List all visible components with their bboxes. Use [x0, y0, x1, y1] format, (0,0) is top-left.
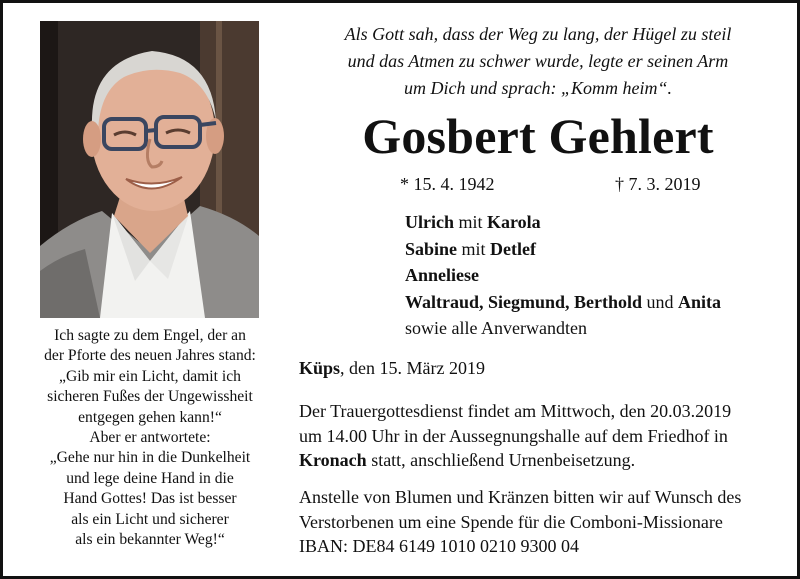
mourner-line — [405, 236, 721, 263]
poem-line: „Gib mir ein Licht, damit ich — [59, 367, 241, 385]
poem-line: als ein bekannter Weg!“ — [75, 531, 225, 549]
donation-line: Verstorbenen um eine Spende für die Comboni-Missionare — [299, 511, 723, 532]
conjunction: mit — [457, 238, 491, 259]
poem-line: entgegen gehen kann!“ — [78, 408, 222, 426]
service-info — [299, 399, 731, 473]
mourner-line — [405, 262, 721, 289]
deceased-name: Gosbert Gehlert — [362, 108, 714, 164]
dateline — [299, 356, 485, 380]
poem — [25, 326, 275, 550]
mourner-name: Ulrich — [405, 212, 454, 232]
poem-line: der Pforte des neuen Jahres stand: — [44, 347, 256, 365]
donation-iban: IBAN: DE84 6149 1010 0210 9300 04 — [299, 536, 579, 556]
conjunction: und — [642, 291, 679, 312]
poem-line: als ein Licht und sicherer — [71, 510, 229, 528]
verse-line: Als Gott sah, dass der Weg zu lang, der Hügel zu steil — [344, 24, 732, 44]
mourner-name: Sabine — [405, 238, 458, 259]
service-line-rest: statt, anschließend Urnenbeisetzung. — [366, 450, 636, 470]
poem-line: Aber er antwortete: — [89, 429, 211, 447]
verse-line: und das Atmen zu schwer wurde, legte er seinen Arm — [347, 51, 729, 71]
mourner-line — [405, 289, 721, 316]
mourner-line: sowie alle Anverwandten — [405, 318, 587, 338]
mourner-name: Anita — [678, 291, 722, 312]
portrait-photo — [40, 21, 259, 318]
poem-line: Ich sagte zu dem Engel, der an — [54, 327, 246, 344]
mourner-name: Detlef — [490, 238, 537, 259]
poem-line: Hand Gottes! Das ist besser — [63, 490, 237, 508]
service-place: Kronach — [299, 450, 367, 470]
mourners-list — [405, 209, 721, 342]
dateline-date: , den 15. März 2019 — [340, 358, 485, 378]
service-line — [299, 448, 731, 473]
mourner-line — [405, 209, 721, 236]
verse-line: um Dich und sprach: „Komm heim“. — [404, 78, 672, 98]
poem-line: „Gehe nur hin in die Dunkelheit — [49, 449, 251, 467]
service-line: Der Trauergottesdienst findet am Mittwoch, den 20.03.2019 — [299, 401, 732, 421]
poem-line: sicheren Fußes der Ungewissheit — [47, 388, 253, 406]
donation-info — [299, 485, 741, 559]
mourner-name: Waltraud, Siegmund, Berthold — [405, 291, 643, 312]
donation-line: Anstelle von Blumen und Kränzen bitten wir auf Wunsch des — [299, 487, 742, 507]
death-date: † 7. 3. 2019 — [615, 174, 701, 194]
mourner-name: Karola — [487, 212, 541, 232]
dateline-place: Küps — [299, 358, 341, 378]
mourner-name: Anneliese — [405, 265, 479, 285]
birth-date: * 15. 4. 1942 — [400, 174, 495, 194]
memorial-verse — [295, 21, 781, 102]
conjunction: mit — [454, 212, 488, 232]
service-line: um 14.00 Uhr in der Aussegnungshalle auf dem Friedhof in — [299, 425, 728, 446]
poem-line: und lege deine Hand in die — [66, 469, 234, 487]
